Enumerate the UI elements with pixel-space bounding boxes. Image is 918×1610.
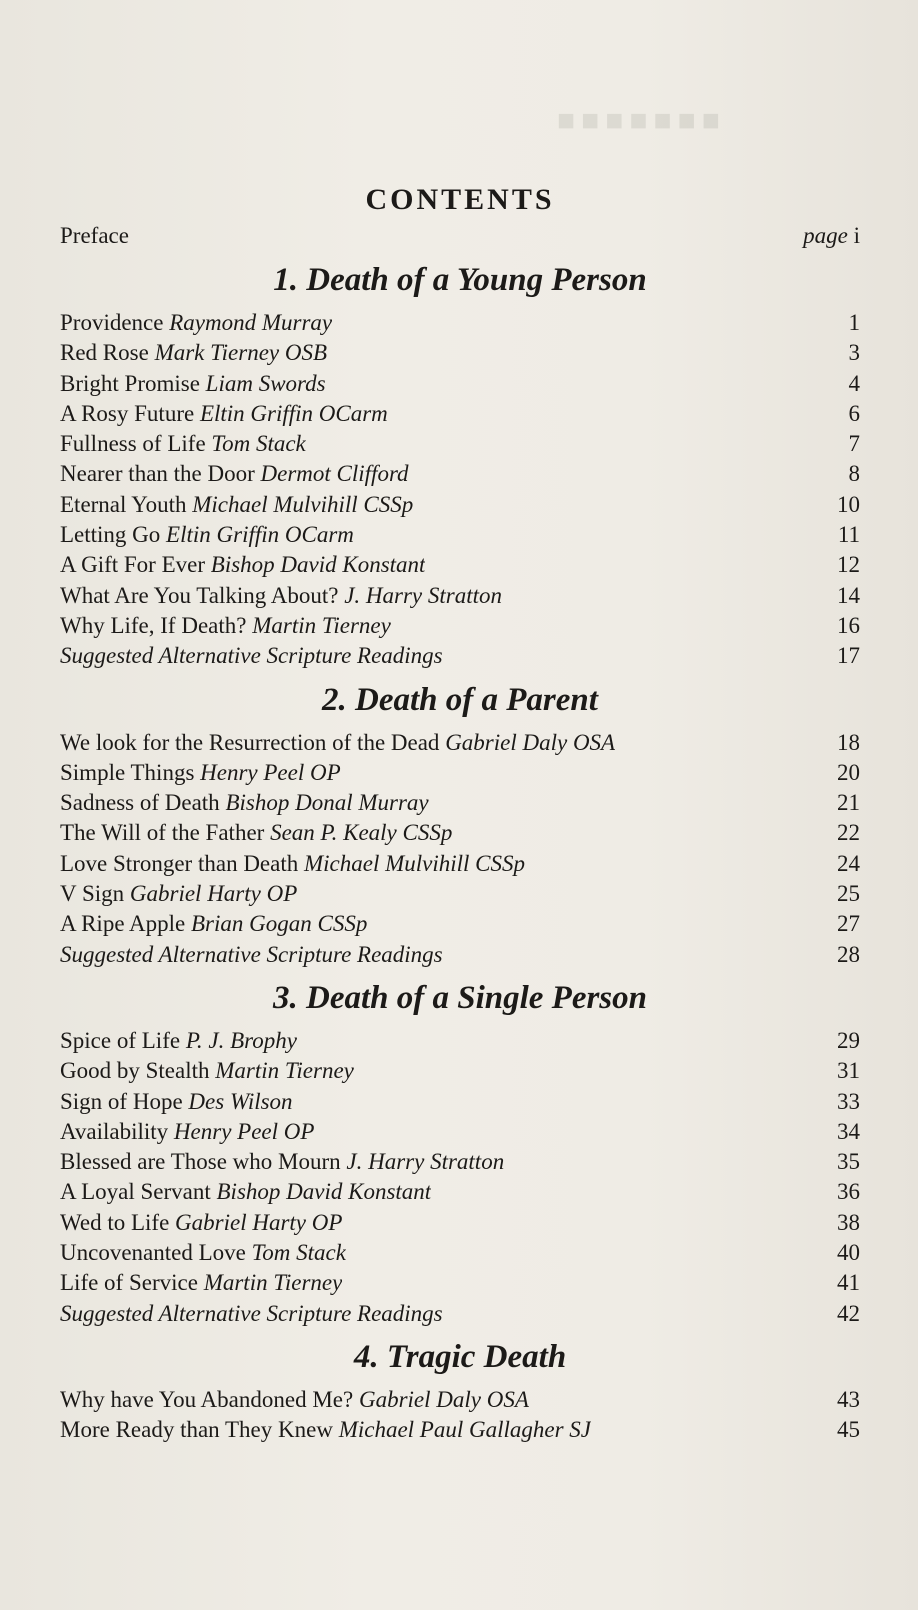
toc-entry-page: 41: [837, 1270, 860, 1296]
toc-entry-page: 31: [837, 1058, 860, 1084]
toc-entry-title: Sadness of Death: [60, 790, 220, 816]
section-heading: 2. Death of a Parent: [322, 681, 598, 718]
toc-entry[interactable]: [60, 581, 860, 611]
toc-entry[interactable]: [60, 520, 860, 550]
toc-entry-page: 14: [837, 582, 860, 608]
section-heading: 4. Tragic Death: [353, 1338, 567, 1375]
toc-entry-author: Gabriel Daly OSA: [445, 729, 616, 755]
toc-entry-page: 42: [837, 1300, 860, 1326]
toc-entry[interactable]: [60, 1385, 860, 1415]
section-heading: 3. Death of a Single Person: [272, 979, 648, 1016]
toc-entry-author: Martin Tierney: [215, 1058, 354, 1084]
toc-entry-title: Red Rose: [60, 340, 149, 366]
toc-entry-text: [60, 369, 326, 399]
toc-entry[interactable]: [60, 490, 860, 520]
toc-entry[interactable]: [60, 641, 860, 671]
toc-entry-author: Tom Stack: [251, 1240, 346, 1266]
toc-entry-title: A Rosy Future: [60, 400, 195, 426]
toc-entry-page: 33: [837, 1088, 860, 1114]
toc-entry-text: [60, 490, 413, 520]
toc-entry-text: [60, 1385, 529, 1415]
toc-entry-title: Life of Service: [60, 1270, 198, 1296]
toc-entry[interactable]: [60, 1415, 860, 1445]
toc-entry-page: 4: [848, 370, 860, 396]
toc-entry[interactable]: [60, 940, 860, 970]
toc-entry-author: Bishop David Konstant: [210, 552, 426, 578]
toc-entry-title: Why have You Abandoned Me?: [60, 1386, 354, 1412]
toc-entry-text: [60, 1415, 591, 1445]
toc-entry[interactable]: [60, 1177, 860, 1207]
toc-entry-title: More Ready than They Knew: [60, 1417, 333, 1443]
toc-entry-page: 20: [837, 759, 860, 785]
toc-entry-author: Eltin Griffin OCarm: [199, 400, 388, 426]
toc-entry-title: Wed to Life: [60, 1209, 170, 1235]
toc-entry[interactable]: [60, 338, 860, 368]
toc-entry-author: Dermot Clifford: [260, 461, 409, 487]
toc-entry-text: [60, 788, 429, 818]
toc-entry-page: 28: [837, 941, 860, 967]
toc-entry-text: [60, 399, 388, 429]
toc-entry-page: 10: [837, 491, 860, 517]
toc-entry-page: 35: [837, 1149, 860, 1175]
page-word: page: [803, 223, 848, 248]
toc-preface-row[interactable]: [60, 220, 860, 252]
toc-entry-author: Henry Peel OP: [173, 1118, 315, 1144]
toc-entry-page: 3: [848, 340, 860, 366]
toc-entry-text: [60, 459, 409, 489]
toc-entry-page: 29: [837, 1027, 860, 1053]
toc-entry-text: [60, 1268, 342, 1298]
toc-entry-author: Michael Mulvihill CSSp: [192, 491, 414, 517]
toc-entry-title: Sign of Hope: [60, 1088, 183, 1114]
toc-entry-text: [60, 1117, 314, 1147]
toc-entry-title: A Loyal Servant: [60, 1179, 211, 1205]
toc-entry-text: [60, 1026, 297, 1056]
toc-entry-author: Martin Tierney: [203, 1270, 343, 1296]
toc-entry[interactable]: [60, 788, 860, 818]
toc-entry[interactable]: [60, 1056, 860, 1086]
toc-entry-title: Bright Promise: [60, 370, 200, 396]
toc-entry-text: [60, 909, 367, 939]
toc-entry-title: Good by Stealth: [60, 1058, 210, 1084]
toc-entry-author: Michael Paul Gallagher SJ: [338, 1417, 592, 1443]
toc-entry-title: A Ripe Apple: [60, 911, 186, 937]
toc-entry-author: Eltin Griffin OCarm: [166, 522, 354, 548]
toc-entry-page: 11: [837, 522, 860, 548]
toc-entry-title: Suggested Alternative Scripture Readings: [60, 941, 443, 967]
toc-entry[interactable]: [60, 1026, 860, 1056]
toc-entry-author: Raymond Murray: [169, 310, 333, 335]
toc-entry-page: 21: [837, 790, 860, 816]
toc-entry[interactable]: [60, 611, 860, 641]
toc-entry-text: [60, 1087, 293, 1117]
toc-entry-author: Martin Tierney: [252, 612, 391, 638]
toc-entry[interactable]: [60, 1268, 860, 1298]
toc-entry-title: Availability: [60, 1118, 169, 1144]
toc-entry-page: 25: [837, 881, 860, 907]
toc-entry-title: Simple Things: [60, 759, 195, 785]
toc-entry-text: [60, 1056, 354, 1086]
toc-entry[interactable]: [60, 758, 860, 788]
toc-entry-page: 34: [837, 1118, 860, 1144]
toc-entry[interactable]: [60, 429, 860, 459]
toc-entry-title: Why Life, If Death?: [60, 612, 247, 638]
toc-entry-text: [60, 520, 354, 550]
toc-entry-author: Tom Stack: [211, 431, 306, 457]
toc-entry-page: 7: [848, 431, 860, 457]
toc-entry-text: [60, 308, 332, 338]
toc-entry-text: [60, 849, 525, 879]
toc-entry[interactable]: [60, 1117, 860, 1147]
toc-entry-author: Henry Peel OP: [200, 759, 341, 785]
toc-entry-page: 12: [837, 552, 860, 578]
toc-entry-title: Love Stronger than Death: [60, 850, 299, 876]
toc-entry-page: 40: [837, 1240, 860, 1266]
toc-entry[interactable]: [60, 849, 860, 879]
toc-entry-title: A Gift For Ever: [60, 552, 206, 578]
page-title: CONTENTS: [365, 183, 555, 216]
toc-entry[interactable]: [60, 1238, 860, 1268]
toc-sections: [60, 252, 860, 1446]
preface-label: Preface: [60, 223, 129, 248]
toc-entry-title: Fullness of Life: [60, 431, 206, 457]
toc-entry-text: [60, 1238, 346, 1268]
toc-entry-text: [60, 818, 452, 848]
toc-entry-text: [60, 728, 615, 758]
toc-entry[interactable]: [60, 1147, 860, 1177]
toc-entry-page: 16: [837, 612, 860, 638]
toc-entry-title: V Sign: [60, 881, 125, 907]
toc-entry-author: Gabriel Harty OP: [175, 1209, 343, 1235]
toc-entry-title: We look for the Resurrection of the Dead: [60, 729, 440, 755]
toc-entry[interactable]: [60, 1299, 860, 1329]
toc-entry[interactable]: [60, 728, 860, 758]
toc-entry-text: [60, 940, 443, 970]
toc-entry[interactable]: [60, 369, 860, 399]
toc-entry-title: Suggested Alternative Scripture Readings: [60, 1300, 443, 1326]
toc-entry-title: What Are You Talking About?: [60, 582, 339, 608]
toc-entry[interactable]: [60, 550, 860, 580]
toc-entry-text: [60, 581, 502, 611]
toc-entry-text: [60, 1299, 443, 1329]
toc-entry-title: Suggested Alternative Scripture Readings: [60, 643, 443, 669]
toc-entry-title: Spice of Life: [60, 1027, 181, 1053]
toc-entry-author: Des Wilson: [188, 1088, 293, 1114]
toc-entry[interactable]: [60, 818, 860, 848]
toc-entry-text: [60, 641, 443, 671]
toc-entry-page: 8: [848, 461, 860, 487]
toc-entry-author: J. Harry Stratton: [344, 582, 502, 608]
toc-entry-author: Brian Gogan CSSp: [190, 911, 368, 937]
toc-entry-page: 38: [837, 1209, 860, 1235]
toc-entry[interactable]: [60, 459, 860, 489]
toc-entry-page: 27: [837, 911, 860, 937]
toc-entry-text: [60, 611, 391, 641]
toc-entry[interactable]: [60, 1208, 860, 1238]
toc-entry-author: Sean P. Kealy CSSp: [270, 820, 453, 846]
toc-entry-text: [60, 338, 327, 368]
toc-entry-page: 43: [837, 1386, 860, 1412]
toc-entry-title: The Will of the Father: [60, 820, 265, 846]
bleed-through-decoration: ■■■■■■■: [551, 105, 720, 137]
toc-entry-text: [60, 879, 297, 909]
toc-entry-title: Uncovenanted Love: [60, 1240, 246, 1266]
toc-entry-title: Nearer than the Door: [60, 461, 255, 487]
toc-entry-page: 45: [837, 1417, 860, 1443]
toc-entry-author: Michael Mulvihill CSSp: [303, 850, 525, 876]
toc-entry-author: Gabriel Harty OP: [129, 881, 298, 907]
toc-entry-text: [60, 550, 425, 580]
toc-entry-text: [60, 1177, 431, 1207]
toc-entry-author: P. J. Brophy: [185, 1027, 297, 1053]
section-heading: 1. Death of a Young Person: [273, 262, 647, 298]
contents-block: [60, 180, 860, 1446]
toc-entry-title: Eternal Youth: [60, 491, 187, 517]
toc-entry-page: 17: [837, 643, 860, 669]
toc-entry[interactable]: [60, 879, 860, 909]
toc-entry-page: 24: [837, 850, 860, 876]
toc-entry-page: 1: [848, 310, 860, 335]
toc-entry-page: 22: [837, 820, 860, 846]
toc-entry-author: J. Harry Stratton: [346, 1149, 505, 1175]
toc-entry[interactable]: [60, 399, 860, 429]
preface-page-number: i: [853, 223, 860, 248]
toc-entry-title: Providence: [60, 310, 164, 335]
toc-entry[interactable]: [60, 1087, 860, 1117]
toc-entry-author: Gabriel Daly OSA: [358, 1386, 529, 1412]
toc-entry[interactable]: [60, 909, 860, 939]
toc-entry-text: [60, 1147, 504, 1177]
toc-entry-author: Mark Tierney OSB: [154, 340, 328, 366]
toc-entry-author: Liam Swords: [205, 370, 326, 396]
toc-entry-title: Blessed are Those who Mourn: [60, 1149, 341, 1175]
toc-entry-page: 6: [848, 400, 860, 426]
preface-page: [803, 220, 860, 252]
toc-entry-text: [60, 429, 306, 459]
toc-entry[interactable]: [60, 308, 860, 338]
toc-entry-title: Letting Go: [60, 522, 161, 548]
toc-entry-page: 18: [837, 729, 860, 755]
toc-entry-author: Bishop Donal Murray: [225, 790, 429, 816]
toc-entry-author: Bishop David Konstant: [216, 1179, 432, 1205]
toc-entry-page: 36: [837, 1179, 860, 1205]
toc-entry-text: [60, 1208, 342, 1238]
toc-entry-text: [60, 758, 341, 788]
